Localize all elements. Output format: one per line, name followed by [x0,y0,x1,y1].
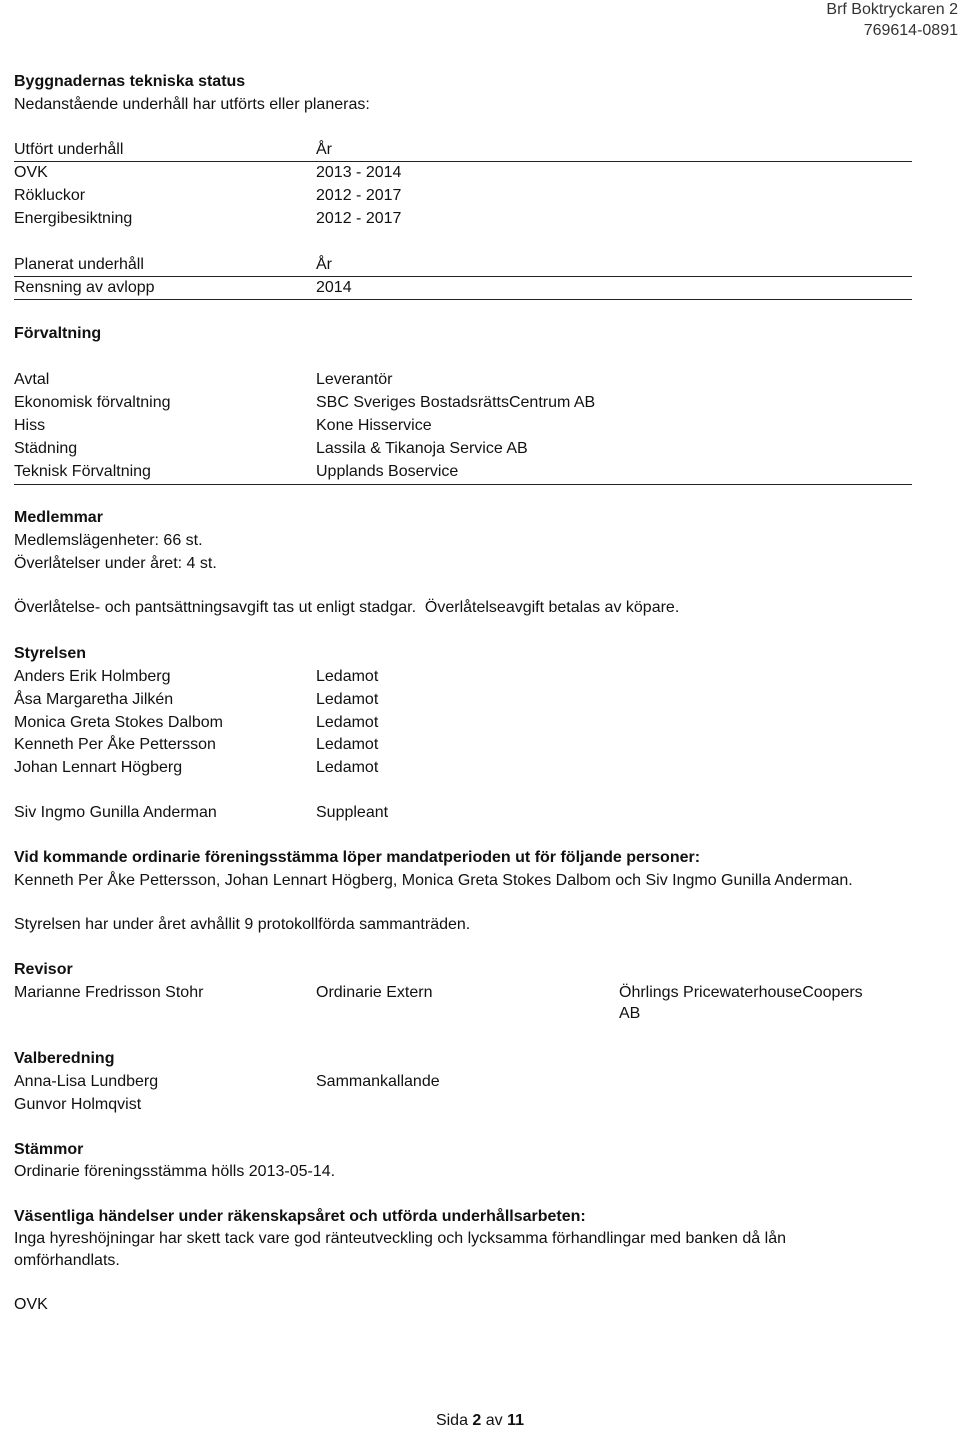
contract-item: Hiss [14,417,46,434]
building-status-title: Byggnadernas tekniska status [14,73,246,90]
planned-year: 2014 [316,279,352,296]
contract-item: Städning [14,440,78,457]
board-term-title: Vid kommande ordinarie föreningsstämma löper mandatperioden ut för följande personer: [14,849,701,866]
contract-header: Avtal [14,371,50,388]
page-number: 2 [472,1412,482,1429]
done-item: OVK [14,164,48,181]
contract-item: Teknisk Förvaltning [14,463,151,480]
done-maintenance-header: Utfört underhåll [14,141,124,158]
table-rule [14,484,912,485]
organization-number: 769614-0891 [863,22,958,39]
auditor-firm: Öhrlings PricewaterhouseCoopers [619,984,863,1001]
nomination-title: Valberedning [14,1050,115,1067]
board-member-name: Anders Erik Holmberg [14,668,171,685]
events-ovk-label: OVK [14,1296,48,1313]
board-title: Styrelsen [14,645,87,662]
done-year: 2012 - 2017 [316,210,402,227]
table-rule [14,299,912,300]
nomination-member-name: Anna-Lisa Lundberg [14,1073,159,1090]
supplier-item: Kone Hisservice [316,417,432,434]
board-member-role: Ledamot [316,668,379,685]
board-member-role: Ledamot [316,691,379,708]
planned-item: Rensning av avlopp [14,279,155,296]
supplier-header: Leverantör [316,371,393,388]
nomination-member-role: Sammankallande [316,1073,440,1090]
done-year: 2012 - 2017 [316,187,402,204]
done-item: Energibesiktning [14,210,133,227]
board-member-role: Ledamot [316,714,379,731]
board-member-name: Kenneth Per Åke Pettersson [14,736,216,753]
table-rule [14,161,912,162]
board-member-name: Åsa Margaretha Jilkén [14,691,174,708]
board-term-names: Kenneth Per Åke Pettersson, Johan Lennart Högberg, Monica Greta Stokes Dalbom och Siv Ingmo Gunilla Anderman. [14,872,853,889]
members-transfers: Överlåtelser under året: 4 st. [14,555,217,572]
board-member-role: Ledamot [316,736,379,753]
contract-item: Ekonomisk förvaltning [14,394,171,411]
planned-year-header: År [316,256,332,273]
supplier-item: Lassila & Tikanoja Service AB [316,440,528,457]
page-total: 11 [507,1412,525,1429]
planned-maintenance-header: Planerat underhåll [14,256,144,273]
building-status-intro: Nedanstående underhåll har utförts eller planeras: [14,96,370,113]
auditor-type: Ordinarie Extern [316,984,433,1001]
supplier-item: SBC Sveriges BostadsrättsCentrum AB [316,394,596,411]
board-meetings-note: Styrelsen har under året avhållit 9 protokollförda sammanträden. [14,916,471,933]
members-fee-note: Överlåtelse- och pantsättningsavgift tas ut enligt stadgar. Överlåtelseavgift betalas av köpare. [14,599,680,616]
page-label: Sida [435,1412,468,1429]
members-apartments: Medlemslägenheter: 66 st. [14,532,203,549]
done-year: 2013 - 2014 [316,164,402,181]
board-member-name: Monica Greta Stokes Dalbom [14,714,223,731]
board-deputy-name: Siv Ingmo Gunilla Anderman [14,804,217,821]
page-of-label: av [485,1412,503,1429]
done-item: Rökluckor [14,187,86,204]
management-title: Förvaltning [14,325,102,342]
page-footer [0,1410,960,1433]
organization-name: Brf Boktryckaren 2 [826,1,958,18]
meetings-text: Ordinarie föreningsstämma hölls 2013-05-14. [14,1163,336,1180]
events-text-line1: Inga hyreshöjningar har skett tack vare god ränteutveckling och lycksamma förhandlingar med banken då lån [14,1230,786,1247]
board-member-name: Johan Lennart Högberg [14,759,183,776]
events-text-line2: omförhandlats. [14,1252,120,1269]
document-header [826,0,958,41]
board-member-role: Ledamot [316,759,379,776]
supplier-item: Upplands Boservice [316,463,459,480]
nomination-member-name: Gunvor Holmqvist [14,1096,142,1113]
auditor-name: Marianne Fredrisson Stohr [14,984,204,1001]
auditor-firm-continued: AB [619,1005,641,1022]
auditor-title: Revisor [14,961,73,978]
events-title: Väsentliga händelser under räkenskapsåret och utförda underhållsarbeten: [14,1208,586,1225]
done-year-header: År [316,141,332,158]
meetings-title: Stämmor [14,1141,84,1158]
board-deputy-role: Suppleant [316,804,389,821]
members-title: Medlemmar [14,509,103,526]
